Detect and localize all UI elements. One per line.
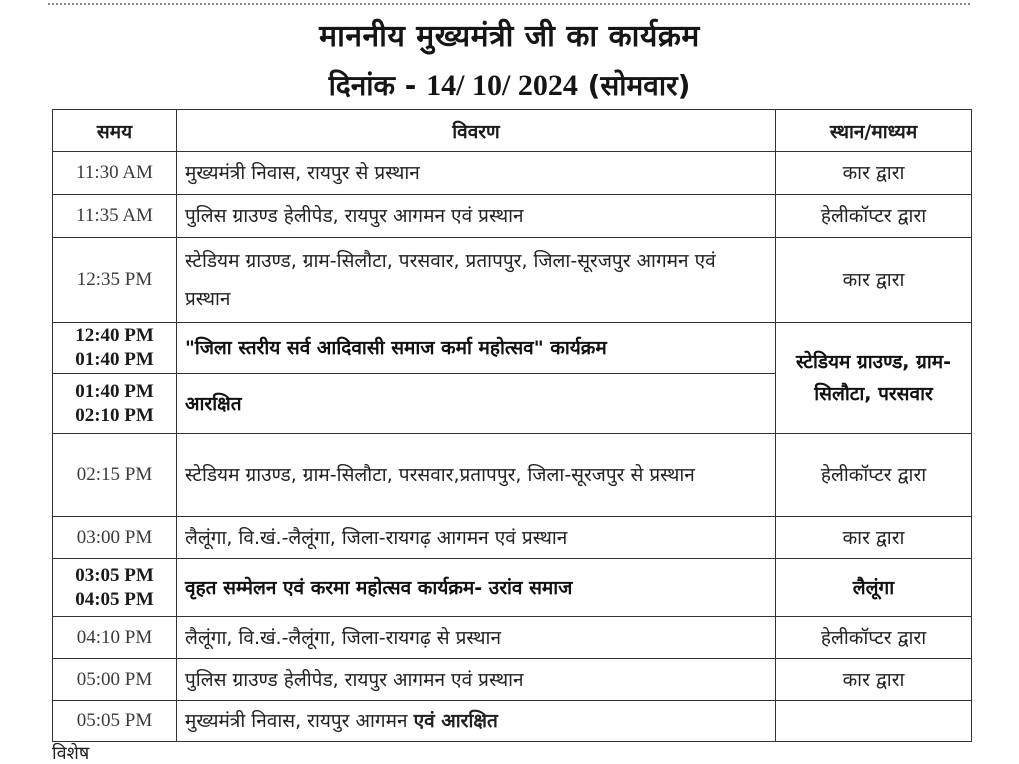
schedule-table	[52, 109, 972, 742]
time-end: 01:40 PM	[75, 349, 154, 370]
table-header-row	[53, 110, 972, 152]
table-row	[53, 323, 972, 374]
top-dotted-rule	[48, 3, 970, 5]
table-row	[53, 434, 972, 517]
row-description: लैलूंगा, वि.खं.-लैलूंगा, जिला-रायगढ़ से प्रस्थान	[177, 617, 776, 659]
table-row	[53, 517, 972, 559]
time-end: 02:10 PM	[75, 404, 154, 426]
row-time-range	[53, 374, 177, 434]
row-mode: कार द्वारा	[776, 659, 972, 701]
row-time: 02:15 PM	[53, 434, 177, 517]
row-mode: हेलीकॉप्टर द्वारा	[776, 195, 972, 238]
row-time: 11:35 AM	[53, 195, 177, 238]
row-time: 05:05 PM	[53, 701, 177, 742]
table-row	[53, 617, 972, 659]
time-start: 03:05 PM	[75, 564, 154, 586]
footer-cutoff-text: विशेष	[52, 743, 90, 764]
row-time-range	[53, 559, 177, 617]
time-end: 04:05 PM	[75, 588, 154, 610]
row-time: 04:10 PM	[53, 617, 177, 659]
header-description: विवरण	[177, 110, 776, 152]
document-date-line	[0, 66, 1019, 104]
header-time: समय	[53, 110, 177, 152]
description-plain: मुख्यमंत्री निवास, रायपुर आगमन	[185, 710, 408, 732]
row-mode: कार द्वारा	[776, 517, 972, 559]
date-label: दिनांक	[328, 69, 396, 102]
table-row	[53, 195, 972, 238]
row-mode: कार द्वारा	[776, 238, 972, 323]
date-value: 14/ 10/ 2024	[426, 69, 578, 102]
table-row	[53, 659, 972, 701]
table-row	[53, 152, 972, 195]
row-description: पुलिस ग्राउण्ड हेलीपेड, रायपुर आगमन एवं प्रस्थान	[177, 659, 776, 701]
row-description	[177, 701, 776, 742]
row-mode-merged: स्टेडियम ग्राउण्ड, ग्राम-सिलौटा, परसवार	[776, 323, 972, 434]
row-time: 05:00 PM	[53, 659, 177, 701]
table-row	[53, 559, 972, 617]
document-title: माननीय मुख्यमंत्री जी का कार्यक्रम	[319, 19, 700, 54]
day-label: (सोमवार)	[587, 69, 691, 102]
row-mode: हेलीकॉप्टर द्वारा	[776, 617, 972, 659]
row-time-range	[53, 323, 177, 374]
row-description: लैलूंगा, वि.खं.-लैलूंगा, जिला-रायगढ़ आगमन एवं प्रस्थान	[177, 517, 776, 559]
row-description: वृहत सम्मेलन एवं करमा महोत्सव कार्यक्रम- उरांव समाज	[177, 559, 776, 617]
description-bold: एवं आरक्षित	[413, 710, 498, 732]
table-row	[53, 238, 972, 323]
row-description: स्टेडियम ग्राउण्ड, ग्राम-सिलौटा, परसवार, प्रतापपुर, जिला-सूरजपुर आगमन एवं प्रस्थान	[177, 238, 776, 323]
row-description: "जिला स्तरीय सर्व आदिवासी समाज कर्मा महोत्सव" कार्यक्रम	[177, 323, 776, 374]
header-place-mode: स्थान/माध्यम	[776, 110, 972, 152]
row-mode	[776, 701, 972, 742]
row-mode: हेलीकॉप्टर द्वारा	[776, 434, 972, 517]
row-time: 11:30 AM	[53, 152, 177, 195]
date-separator: -	[404, 69, 417, 102]
row-description: मुख्यमंत्री निवास, रायपुर से प्रस्थान	[177, 152, 776, 195]
row-description: आरक्षित	[177, 374, 776, 434]
row-mode: कार द्वारा	[776, 152, 972, 195]
row-time: 12:35 PM	[53, 238, 177, 323]
row-description: पुलिस ग्राउण्ड हेलीपेड, रायपुर आगमन एवं प्रस्थान	[177, 195, 776, 238]
row-mode: लैलूंगा	[776, 559, 972, 617]
row-description: स्टेडियम ग्राउण्ड, ग्राम-सिलौटा, परसवार,प्रतापपुर, जिला-सूरजपुर से प्रस्थान	[177, 434, 776, 517]
time-start: 01:40 PM	[75, 380, 154, 402]
row-time: 03:00 PM	[53, 517, 177, 559]
time-start: 12:40 PM	[75, 325, 154, 346]
table-row	[53, 701, 972, 742]
